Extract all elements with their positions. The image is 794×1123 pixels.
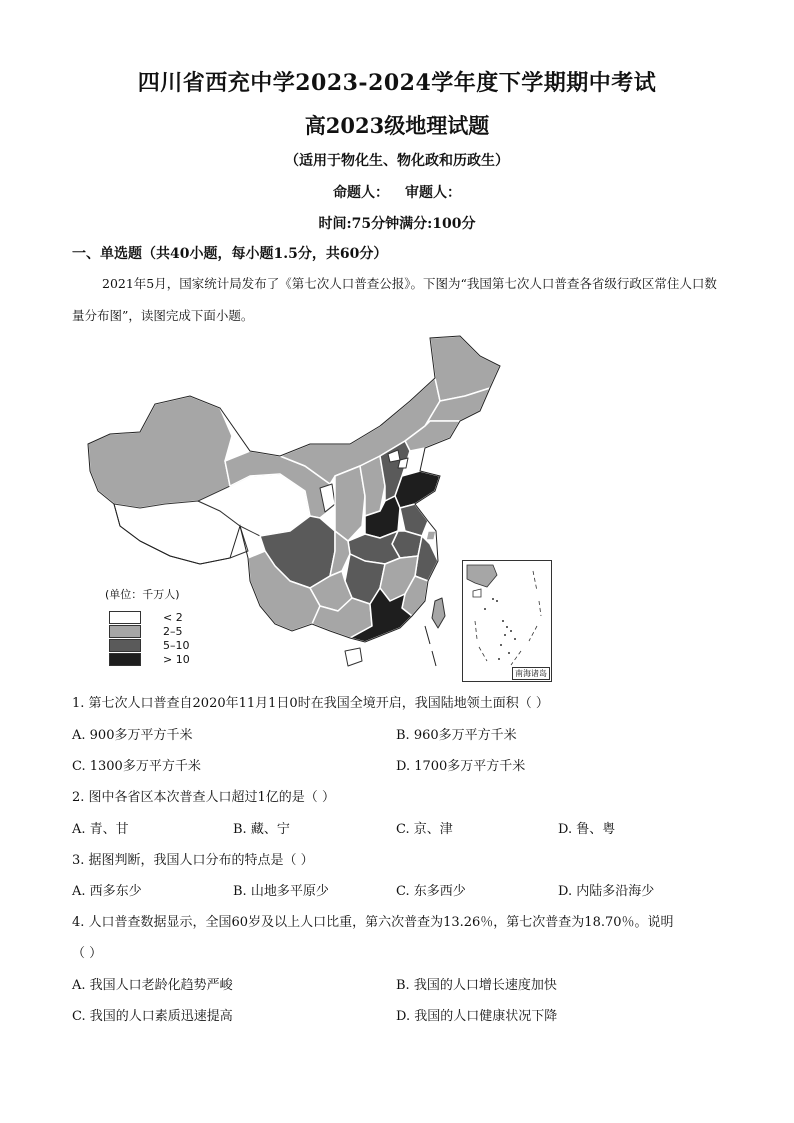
question-option[interactable]: A. 我国人口老龄化趋势严峻 [72,978,233,993]
question-stem: 3. 据图判断，我国人口分布的特点是（ ） [72,853,314,868]
south-china-sea-inset [462,560,552,682]
map-legend [105,586,190,666]
question-option[interactable]: C. 1300多万平方千米 [72,759,201,774]
legend-label: 2–5 [163,624,183,638]
region-taiwan [432,598,445,628]
legend-item [109,610,190,624]
exam-subtitle: 高2023级地理试题 [304,113,490,138]
legend-swatch [109,611,141,624]
time-score: 时间:75分钟满分:100分 [318,216,476,232]
question-stem: 1. 第七次人口普查自2020年11月1日0时在我国全境开启，我国陆地领土面积（ ） [72,696,549,711]
question-option[interactable]: C. 京、津 [396,822,453,837]
question-option[interactable]: C. 东多西少 [396,884,466,899]
question-option[interactable]: C. 我国的人口素质迅速提高 [72,1009,233,1024]
legend-label: < 2 [163,610,183,624]
question-option[interactable]: B. 960多万平方千米 [396,728,517,743]
author-line [0,182,794,202]
question-option[interactable]: D. 我国的人口健康状况下降 [396,1009,558,1024]
legend-item [109,624,190,638]
legend-item [109,652,190,666]
question-option[interactable]: A. 西多东少 [72,884,142,899]
question-option[interactable]: B. 我国的人口增长速度加快 [396,978,557,993]
applicable-note: （适用于物化生、物化政和历政生） [285,153,509,169]
question-option[interactable]: D. 鲁、粤 [558,822,616,837]
question-option[interactable]: A. 青、甘 [72,822,129,837]
intro-paragraph [72,268,722,332]
region-shaanxi [335,466,365,541]
question-option[interactable]: D. 内陆多沿海少 [558,884,655,899]
region-shanghai [426,531,436,540]
question-option[interactable]: B. 山地多平原少 [233,884,329,899]
region-xinjiang [88,396,232,508]
question-option[interactable]: B. 藏、宁 [233,822,290,837]
question-stem: 4. 人口普查数据显示，全国60岁及以上人口比重，第六次普查为13.26％，第七次普查为18.70％。说明 [72,915,674,930]
region-heilongjiang [430,336,500,401]
legend-title: (单位：千万人) [105,588,180,601]
legend-swatch [109,653,141,666]
reviewer-label: 审题人： [405,185,461,201]
setter-label: 命题人： [333,185,389,201]
question-stem-continued: （ ） [72,946,103,961]
inset-map [463,561,551,681]
intro-text: 2021年5月，国家统计局发布了《第七次人口普查公报》。下图为“我国第七次人口普查各省级行政区常住人口数量分布图”，读图完成下面小题。 [72,276,717,323]
question-option[interactable]: A. 900多万平方千米 [72,728,193,743]
section-title: 一、单选题（共40小题，每小题1.5分，共60分） [72,246,388,262]
legend-item [109,638,190,652]
legend-swatch [109,639,141,652]
legend-label: 5–10 [163,638,190,652]
question-option[interactable]: D. 1700多万平方千米 [396,759,526,774]
maritime-boundary [425,626,436,666]
region-hainan [345,648,362,666]
question-stem: 2. 图中各省区本次普查人口超过1亿的是（ ） [72,790,335,805]
inset-label: 南海诸岛 [512,667,550,680]
legend-swatch [109,625,141,638]
legend-label: > 10 [163,652,190,666]
exam-title: 四川省西充中学2023-2024学年度下学期期中考试 [137,70,657,96]
